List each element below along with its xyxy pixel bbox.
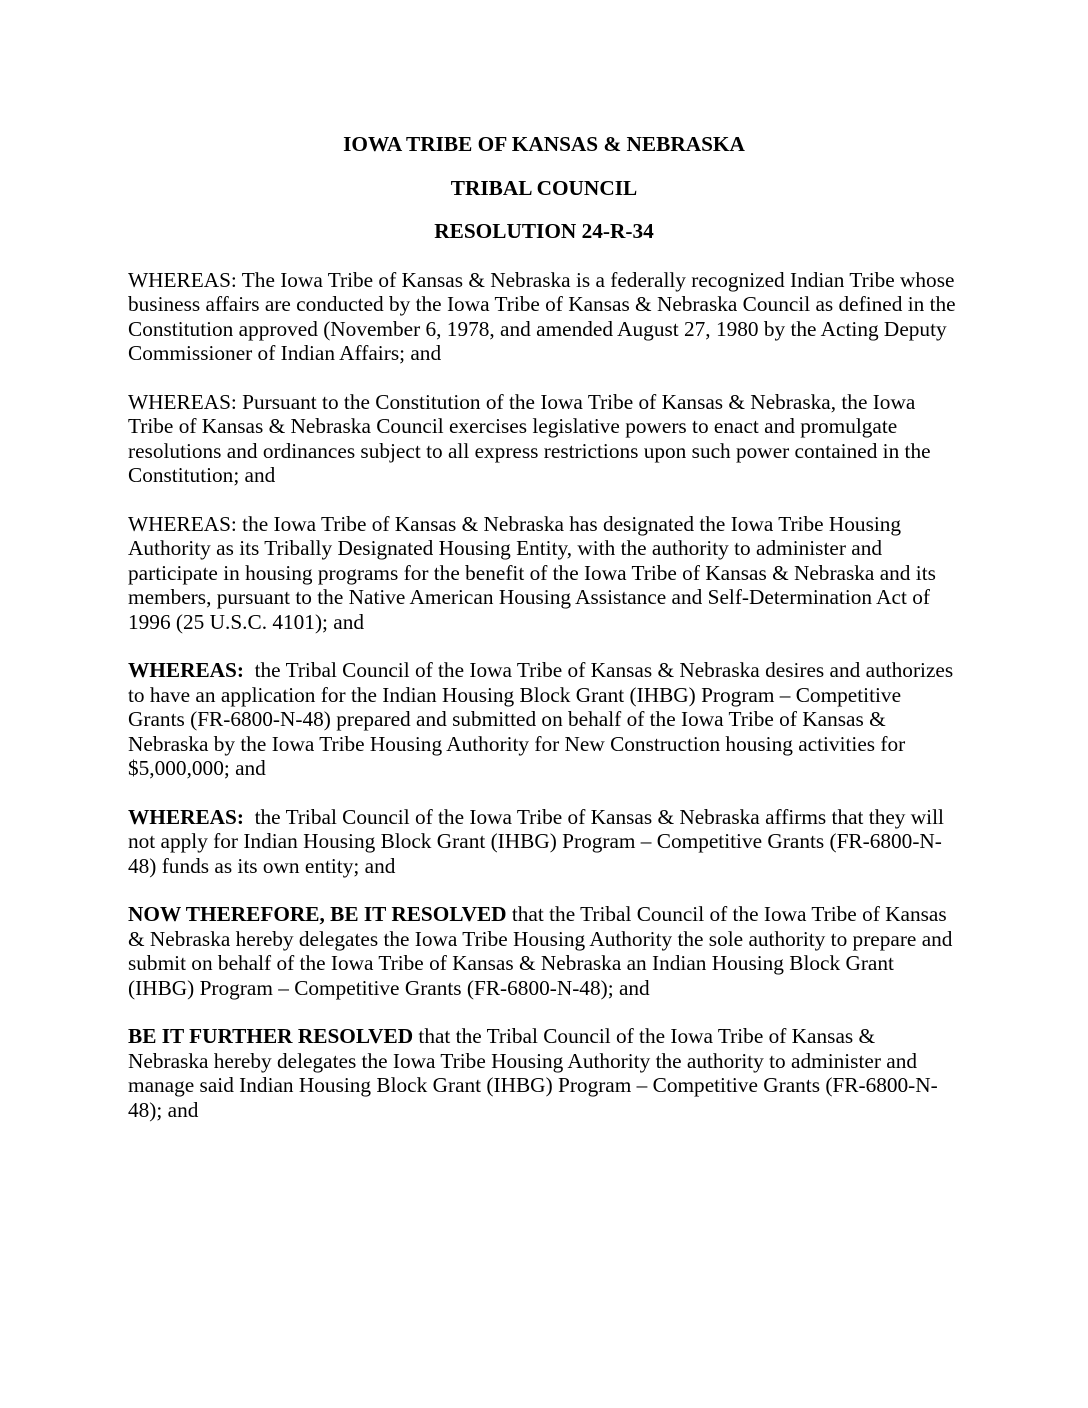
paragraph-text: WHEREAS: the Iowa Tribe of Kansas & Nebraska has designated the Iowa Tribe Housing Authority as its Tribally Designated Housing Entity, with the authority to administer and participate in housing programs for the benefit of the Iowa Tribe of Kansas & Nebraska and its members, pursuant to the Native American Housing Assistance and Self-Determination Act of 1996 (25 U.S.C. 4101); and (128, 511, 936, 634)
paragraph-now-therefore (128, 902, 960, 1000)
document-subtitle: TRIBAL COUNCIL (450, 175, 638, 200)
document-body (128, 268, 960, 1123)
paragraph-whereas-4 (128, 658, 960, 781)
paragraph-text: that the Tribal Council of the Iowa Tribe of Kansas & Nebraska hereby delegates the Iowa Tribe Housing Authority the authority to administer and manage said Indian Housing Block Grant (IHBG) Program – Competitive Grants (FR-6800-N-48); and (128, 1024, 938, 1122)
paragraph-bold-lead: BE IT FURTHER RESOLVED (128, 1024, 414, 1048)
paragraph-text: WHEREAS: The Iowa Tribe of Kansas & Nebraska is a federally recognized Indian Tribe whose business affairs are conducted by the Iowa Tribe of Kansas & Nebraska Council as defined in the Constitution approved (November 6, 1978, and amended August 27, 1980 by the Acting Deputy Commissioner of Indian Affairs; and (128, 267, 956, 365)
paragraph-bold-lead: NOW THEREFORE, BE IT RESOLVED (128, 902, 507, 926)
paragraph-whereas-5 (128, 805, 960, 879)
paragraph-be-it-further-resolved (128, 1024, 960, 1122)
paragraph-text: WHEREAS: Pursuant to the Constitution of the Iowa Tribe of Kansas & Nebraska, the Iowa Tribe of Kansas & Nebraska Council exercises legislative powers to enact and promulgate resolutions and ordinances subject to all express restrictions upon such power contained in the Constitution; and (128, 389, 931, 487)
paragraph-bold-lead: WHEREAS: (128, 804, 244, 829)
paragraph-whereas-2 (128, 390, 960, 488)
paragraph-whereas-1 (128, 268, 960, 366)
document-header (128, 132, 960, 244)
paragraph-text: the Tribal Council of the Iowa Tribe of Kansas & Nebraska affirms that they will not apply for Indian Housing Block Grant (IHBG) Program – Competitive Grants (FR-6800-N-48) funds as its own entity; and (128, 804, 944, 878)
resolution-number: RESOLUTION 24-R-34 (434, 219, 654, 243)
paragraph-text: the Tribal Council of the Iowa Tribe of Kansas & Nebraska desires and authorizes to have an application for the Indian Housing Block Grant (IHBG) Program – Competitive Grants (FR-6800-N-48) prepared and submitted on behalf of the Iowa Tribe of Kansas & Nebraska by the Iowa Tribe Housing Authority for New Construction housing activities for $5,000,000; and (128, 658, 954, 780)
document-title: IOWA TRIBE OF KANSAS & NEBRASKA (343, 132, 745, 156)
paragraph-text: that the Tribal Council of the Iowa Tribe of Kansas & Nebraska hereby delegates the Iowa Tribe Housing Authority the sole authority to prepare and submit on behalf of the Iowa Tribe of Kansas & Nebraska an Indian Housing Block Grant (IHBG) Program – Competitive Grants (FR-6800-N-48); and (128, 902, 953, 1000)
paragraph-whereas-3 (128, 512, 960, 635)
paragraph-bold-lead: WHEREAS: (128, 658, 244, 682)
